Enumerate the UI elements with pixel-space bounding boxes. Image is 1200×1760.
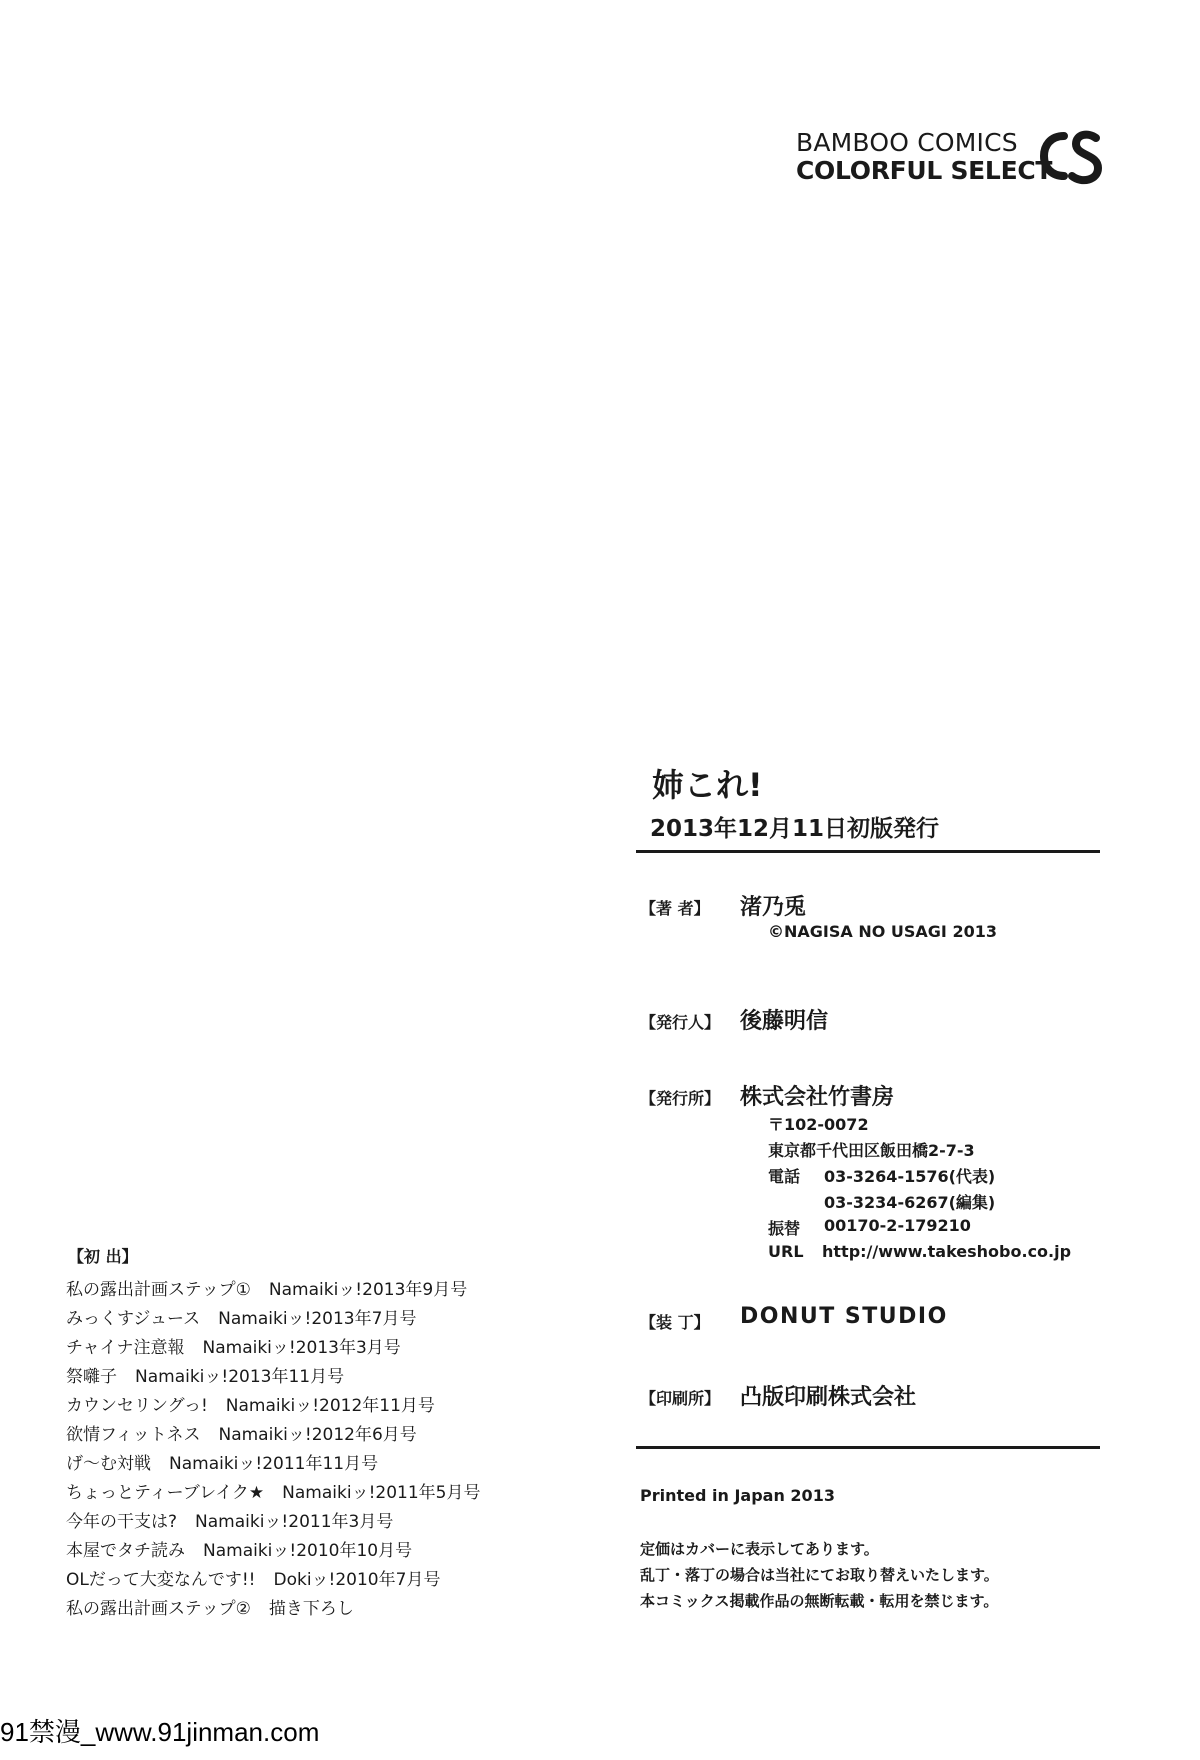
list-item: 私の露出計画ステップ① Namaikiッ!2013年9月号	[66, 1280, 468, 1300]
list-item: 本屋でタチ読み Namaikiッ!2010年10月号	[66, 1541, 413, 1561]
transfer-label: 振替	[768, 1219, 801, 1238]
phone-label: 電話	[768, 1167, 801, 1186]
copyright-line: ©NAGISA NO USAGI 2013	[768, 922, 997, 941]
postal-code: 〒102-0072	[768, 1115, 869, 1134]
logo-line-2: COLORFUL SELECT	[796, 156, 1053, 185]
url-label: URL	[768, 1242, 804, 1261]
note-defects: 乱丁・落丁の場合は当社にてお取り替えいたします。	[640, 1566, 999, 1584]
list-item: 欲情フィットネス Namaikiッ!2012年6月号	[66, 1425, 417, 1445]
list-item: ちょっとティーブレイク★ Namaikiッ!2011年5月号	[66, 1483, 481, 1503]
list-item: チャイナ注意報 Namaikiッ!2013年3月号	[66, 1338, 401, 1358]
list-item: カウンセリングっ! Namaikiッ!2012年11月号	[66, 1396, 435, 1416]
imprint-logo	[796, 126, 1116, 196]
list-item: 今年の干支は? Namaikiッ!2011年3月号	[66, 1512, 394, 1532]
list-item: げ〜む対戦 Namaikiッ!2011年11月号	[66, 1454, 379, 1474]
phone-editorial: 03-3234-6267(編集)	[824, 1193, 996, 1212]
publisher-label: 【発行所】	[640, 1089, 721, 1108]
list-item: みっくすジュース Namaikiッ!2013年7月号	[66, 1309, 417, 1329]
notes-block	[640, 1536, 999, 1614]
note-price: 定価はカバーに表示してあります。	[640, 1540, 879, 1558]
watermark-text: 91禁漫_www.91jinman.com	[0, 1717, 320, 1747]
sources-heading: 【初 出】	[68, 1247, 138, 1266]
publisher-name: 株式会社竹書房	[740, 1085, 895, 1110]
publication-date: 2013年12月11日初版発行	[650, 816, 940, 842]
phone-main: 03-3264-1576(代表)	[824, 1167, 996, 1186]
design-studio: DONUT STUDIO	[740, 1304, 948, 1329]
printed-in: Printed in Japan 2013	[640, 1486, 835, 1505]
printer-label: 【印刷所】	[640, 1389, 721, 1408]
publisher-person-label: 【発行人】	[640, 1013, 721, 1032]
publisher-person: 後藤明信	[740, 1009, 829, 1034]
cs-logo-icon	[1040, 126, 1102, 188]
list-item: 祭囃子 Namaikiッ!2013年11月号	[66, 1367, 345, 1387]
note-copyright: 本コミックス掲載作品の無断転載・転用を禁じます。	[640, 1592, 999, 1610]
list-item: OLだって大変なんです!! Dokiッ!2010年7月号	[66, 1570, 441, 1590]
list-item: 私の露出計画ステップ② 描き下ろし	[66, 1599, 354, 1619]
printer-name: 凸版印刷株式会社	[740, 1385, 917, 1410]
divider-top	[636, 850, 1100, 853]
publisher-url: http://www.takeshobo.co.jp	[822, 1242, 1072, 1261]
logo-line-1: BAMBOO COMICS	[796, 128, 1018, 157]
transfer-account: 00170-2-179210	[824, 1216, 971, 1235]
author-name: 渚乃兎	[740, 895, 807, 920]
author-label: 【著 者】	[640, 899, 710, 918]
address: 東京都千代田区飯田橋2-7-3	[768, 1141, 975, 1160]
divider-bottom	[636, 1446, 1100, 1449]
sources-list	[66, 1276, 586, 1624]
book-title: 姉これ!	[652, 766, 763, 804]
design-label: 【装 丁】	[640, 1313, 710, 1332]
